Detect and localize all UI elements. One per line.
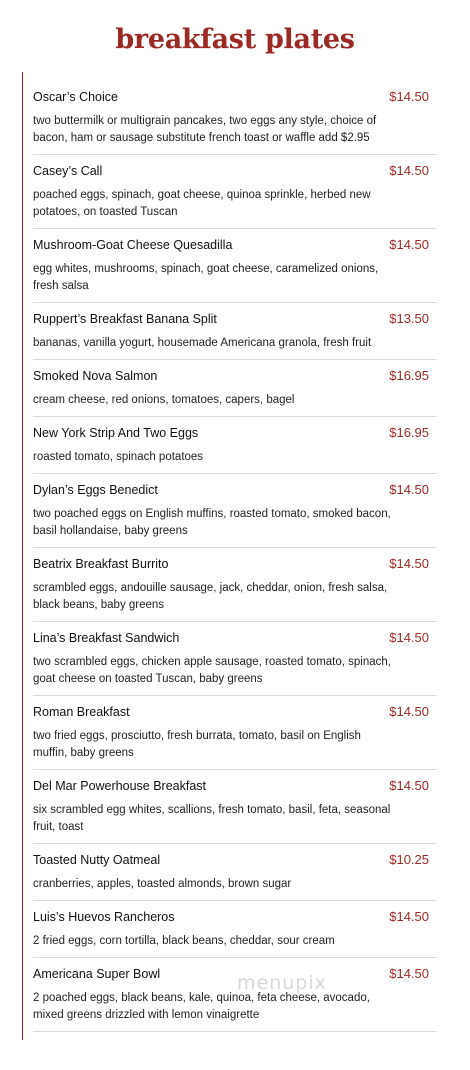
menu-item <box>33 303 437 360</box>
item-price: $14.50 <box>389 966 429 981</box>
menu-item <box>33 417 437 474</box>
item-description: cranberries, apples, toasted almonds, brown sugar <box>33 878 292 890</box>
item-price: $14.50 <box>389 163 429 178</box>
menu-item <box>33 229 437 303</box>
menu-list <box>33 81 437 1032</box>
item-name: Beatrix Breakfast Burrito <box>33 557 169 571</box>
watermark-logo: menupix <box>237 972 327 994</box>
item-description: 2 fried eggs, corn tortilla, black beans, cheddar, sour cream <box>33 935 335 947</box>
item-price: $14.50 <box>389 778 429 793</box>
menu-item <box>33 360 437 417</box>
item-name: New York Strip And Two Eggs <box>33 426 199 440</box>
item-description: cream cheese, red onions, tomatoes, capers, bagel <box>33 394 295 406</box>
item-price: $14.50 <box>389 556 429 571</box>
menu-item <box>33 901 437 958</box>
item-name: Lina’s Breakfast Sandwich <box>33 631 180 645</box>
item-price: $13.50 <box>389 311 429 326</box>
menu-item <box>33 81 437 155</box>
menu-item <box>33 958 437 1032</box>
item-name: Smoked Nova Salmon <box>33 369 158 383</box>
item-description: scrambled eggs, andouille sausage, jack, cheddar, onion, fresh salsa, black beans, baby greens <box>33 582 388 611</box>
menu-item <box>33 548 437 622</box>
item-price: $10.25 <box>389 852 429 867</box>
item-description: two buttermilk or multigrain pancakes, two eggs any style, choice of bacon, ham or sausage substitute french toast or waffle add $2.95 <box>33 115 377 144</box>
item-description: bananas, vanilla yogurt, housemade Americana granola, fresh fruit <box>33 337 372 349</box>
section-divider-line <box>22 72 23 1040</box>
item-name: Casey’s Call <box>33 164 103 178</box>
item-name: Americana Super Bowl <box>33 967 161 981</box>
item-name: Mushroom-Goat Cheese Quesadilla <box>33 238 233 252</box>
menu-item <box>33 770 437 844</box>
item-description: two scrambled eggs, chicken apple sausage, roasted tomato, spinach, goat cheese on toasted Tuscan, baby greens <box>33 656 391 685</box>
item-price: $14.50 <box>389 89 429 104</box>
item-price: $14.50 <box>389 704 429 719</box>
item-description: egg whites, mushrooms, spinach, goat cheese, caramelized onions, fresh salsa <box>33 263 379 292</box>
menu-item <box>33 155 437 229</box>
menu-item <box>33 474 437 548</box>
item-name: Roman Breakfast <box>33 705 130 719</box>
item-price: $16.95 <box>389 425 429 440</box>
item-price: $14.50 <box>389 909 429 924</box>
item-description: roasted tomato, spinach potatoes <box>33 451 204 463</box>
item-price: $14.50 <box>389 630 429 645</box>
item-name: Dylan’s Eggs Benedict <box>33 483 158 497</box>
menu-item <box>33 696 437 770</box>
item-name: Toasted Nutty Oatmeal <box>33 853 161 867</box>
menu-item <box>33 622 437 696</box>
item-description: two fried eggs, prosciutto, fresh burrata, tomato, basil on English muffin, baby greens <box>33 730 361 759</box>
item-description: two poached eggs on English muffins, roasted tomato, smoked bacon, basil hollandaise, baby greens <box>33 508 391 537</box>
item-description: 2 poached eggs, black beans, kale, quinoa, feta cheese, avocado, mixed greens drizzled with lemon vinaigrette <box>33 992 370 1021</box>
item-description: six scrambled egg whites, scallions, fresh tomato, basil, feta, seasonal fruit, toast <box>33 804 391 833</box>
item-price: $14.50 <box>389 482 429 497</box>
page-title: breakfast plates <box>115 24 355 55</box>
item-price: $14.50 <box>389 237 429 252</box>
menu-item <box>33 844 437 901</box>
item-name: Oscar’s Choice <box>33 90 118 104</box>
item-description: poached eggs, spinach, goat cheese, quinoa sprinkle, herbed new potatoes, on toasted Tuscan <box>33 189 371 218</box>
item-price: $16.95 <box>389 368 429 383</box>
item-name: Luis’s Huevos Rancheros <box>33 910 175 924</box>
item-name: Ruppert’s Breakfast Banana Split <box>33 312 217 326</box>
item-name: Del Mar Powerhouse Breakfast <box>33 779 206 793</box>
